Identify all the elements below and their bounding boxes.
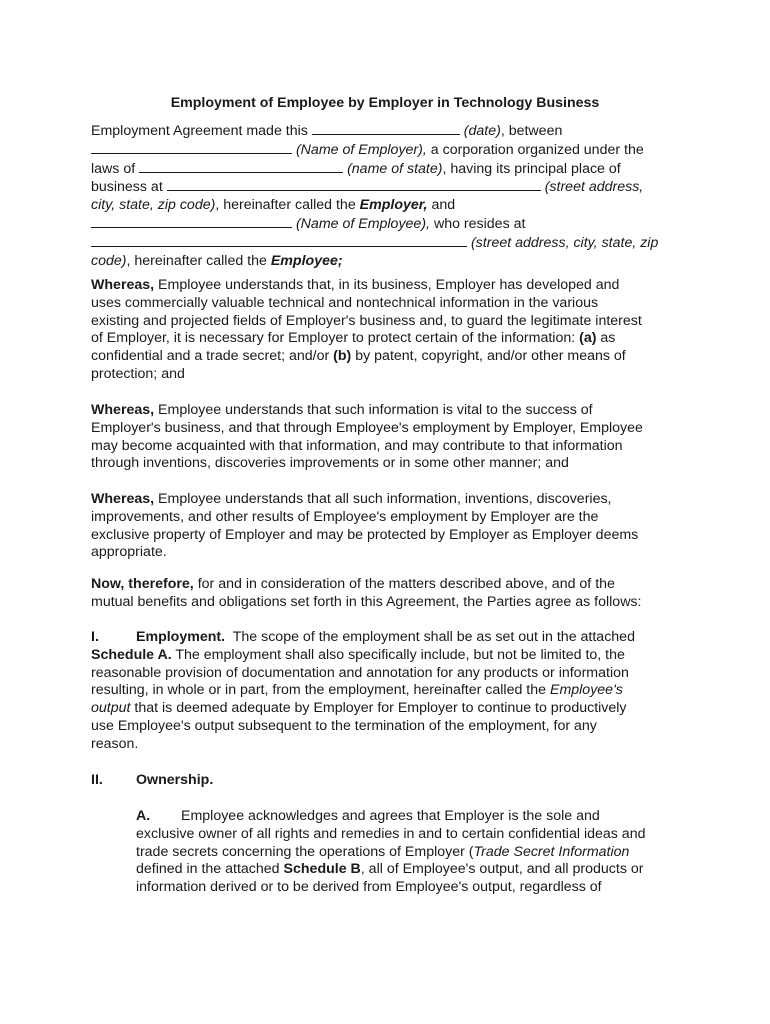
section-employment: I. Employment. The scope of the employment shall be as set out in the attached Schedule A. The employment shall also specifically include, but not be limited to, the reasonable provision of documentation and annotation for any products or information resulting, in whole or in part, from the employment, hereinafter called the Employee's output that is deemed adequate by Employer for Employer to continue to productively use Employee's output subsequent to the termination of the employment, for any reason. [91,629,635,752]
section-number: I. [91,629,99,645]
employee-name-blank[interactable] [91,215,292,228]
section-heading: Employment. [136,629,226,645]
employer-address-blank[interactable] [167,178,541,191]
date-blank[interactable] [312,122,460,135]
subsection-a: A. Employee acknowledges and agrees that Employer is the sole and exclusive owner of all rights and remedies in and to certain confidential ideas and trade secrets concerning the operations of Employer (Trade Secret Information defined in the attached Schedule B, all of Employee's output, and all products or information derived or to be derived from Employee's output, regardless of [136,808,646,896]
whereas-paragraph-2: Whereas, Employee understands that such information is vital to the success of Employer's business, and that through Employee's employment by Employer, Employee may become acquainted with that information, and may contribute to that information through inventions, discoveries improvements or in some other manner; and [91,402,643,472]
section-ownership [91,772,683,790]
document-title: Employment of Employee by Employer in Technology Business [170,95,600,111]
whereas-paragraph-1: Whereas, Employee understands that, in its business, Employer has developed and uses commercially valuable technical and nontechnical information in the various existing and projected fields of Employer's business and, to guard the legitimate interest of Employer, it is necessary for Employer to protect certain of the information: (a) as confidential and a trade secret; and/or (b) by patent, copyright, and/or other means of protection; and [91,277,642,382]
section-number: II. [91,772,103,788]
state-blank[interactable] [139,160,343,173]
whereas-paragraph-3: Whereas, Employee understands that all such information, inventions, discoveries, improvements, and other results of Employee's employment by Employer are the exclusive property of Employer and may be protected by Employer as Employer deems appropriate. [91,491,639,561]
employer-name-blank[interactable] [91,141,292,154]
intro-paragraph: Employment Agreement made this (date), between (Name of Employer), a corporation organized under the laws of (name of state), having its principal place of business at (street address, city, state, zip code), hereinafter called the Employer, and (Name of Employee), who resides at (street address, city, state, zip code), hereinafter called the Employee; [91,123,659,269]
section-heading: Ownership. [136,772,214,788]
therefore-paragraph: Now, therefore, for and in consideration of the matters described above, and of the mutual benefits and obligations set forth in this Agreement, the Parties agree as follows: [91,576,642,610]
employee-address-blank[interactable] [91,234,467,247]
